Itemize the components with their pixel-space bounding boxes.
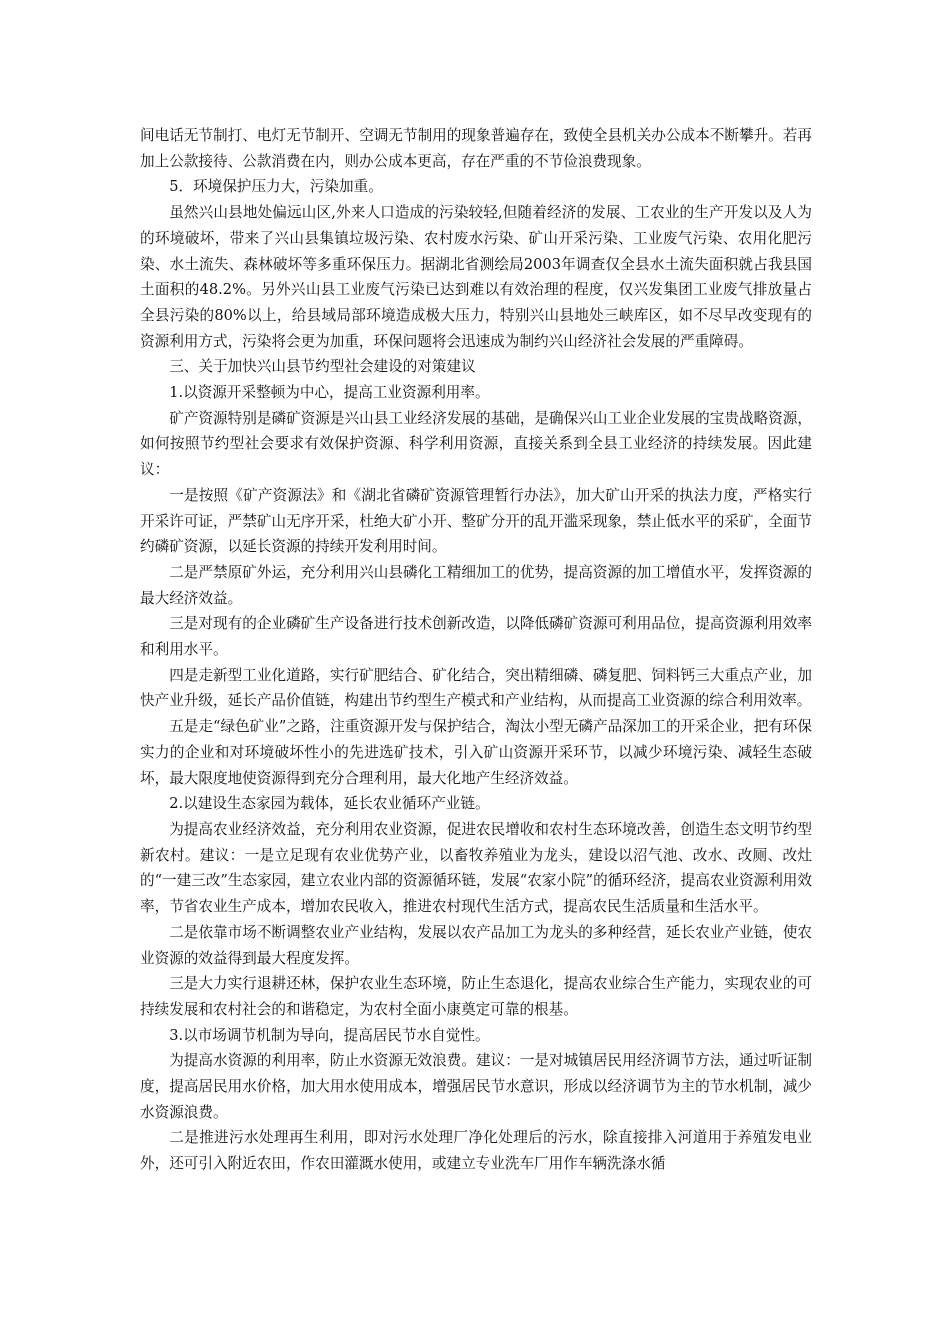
section-heading: 三、关于加快兴山县节约型社会建设的对策建议 — [169, 358, 476, 376]
paragraph: 三是大力实行退耕还林，保护农业生态环境，防止生态退化，提高农业综合生产能力，实现农业的可持续发展和农村社会的和谐稳定，为农村全面小康奠定可靠的根基。 — [140, 975, 812, 1018]
section-heading: 5．环境保护压力大，污染加重。 — [169, 178, 383, 196]
paragraph: 矿产资源特别是磷矿资源是兴山县工业经济发展的基础，是确保兴山工业企业发展的宝贵战略资源，如何按照节约型社会要求有效保护资源、科学利用资源，直接关系到全县工业经济的持续发展。因此建议： — [140, 409, 812, 479]
paragraph: 一是按照《矿产资源法》和《湖北省磷矿资源管理暂行办法》，加大矿山开采的执法力度，严格实行开采许可证，严禁矿山无序开采，杜绝大矿小开、整矿分开的乱开滥采现象，禁止低水平的采矿，全面节约磷矿资源，以延长资源的持续开发利用时间。 — [140, 486, 812, 556]
subsection-heading: 1.以资源开采整顿为中心，提高工业资源利用率。 — [169, 384, 490, 402]
paragraph: 二是严禁原矿外运，充分利用兴山县磷化工精细加工的优势，提高资源的加工增值水平，发挥资源的最大经济效益。 — [140, 563, 812, 607]
paragraph: 二是推进污水处理再生利用，即对污水处理厂净化处理后的污水，除直接排入河道用于养殖发电业外，还可引入附近农田，作农田灌溉水使用，或建立专业洗车厂用作车辆洗涤水循 — [140, 1129, 812, 1173]
paragraph: 四是走新型工业化道路，实行矿肥结合、矿化结合，突出精细磷、磷复肥、饲料钙三大重点产业，加快产业升级，延长产品价值链，构建出节约型生产模式和产业结构，从而提高工业资源的综合利用效率。 — [140, 666, 812, 710]
paragraph: 三是对现有的企业磷矿生产设备进行技术创新改造，以降低磷矿资源可利用品位，提高资源利用效率和利用水平。 — [140, 615, 812, 659]
paragraph: 虽然兴山县地处偏远山区,外来人口造成的污染较轻,但随着经济的发展、工农业的生产开发以及人为的环境破坏，带来了兴山县集镇垃圾污染、农村废水污染、矿山开采污染、工业废气污染、农用化肥污染、水土流失、森林破坏等多重环保压力。据湖北省测绘局2003年调查仅全县水土流失面积就占我县国土面积的48.2%。另外兴山县工业废气污染已达到难以有效治理的程度，仅兴发集团工业废气排放量占全县污染的80%以上，给县域局部环境造成极大压力，特别兴山县地处三峡库区，如不尽早改变现有的资源利用方式，污染将会更为加重，环保问题将会迅速成为制约兴山经济社会发展的严重障碍。 — [140, 204, 812, 350]
document-body — [140, 123, 812, 1177]
subsection-heading: 3.以市场调节机制为导向，提高居民节水自觉性。 — [169, 1026, 490, 1044]
paragraph: 为提高水资源的利用率，防止水资源无效浪费。建议：一是对城镇居民用经济调节方法，通过听证制度，提高居民用水价格，加大用水使用成本，增强居民节水意识，形成以经济调节为主的节水机制，减少水资源浪费。 — [140, 1052, 812, 1121]
subsection-heading: 2.以建设生态家园为载体，延长农业循环产业链。 — [169, 795, 490, 813]
paragraph: 五是走“绿色矿业”之路，注重资源开发与保护结合，淘汰小型无磷产品深加工的开采企业，把有环保实力的企业和对环境破坏性小的先进选矿技术，引入矿山资源开采环节，以减少环境污染、减轻生态破坏，最大限度地使资源得到充分合理利用，最大化地产生经济效益。 — [140, 718, 812, 787]
paragraph: 间电话无节制打、电灯无节制开、空调无节制用的现象普遍存在，致使全县机关办公成本不断攀升。若再加上公款接待、公款消费在内，则办公成本更高，存在严重的不节俭浪费现象。 — [140, 127, 812, 170]
paragraph: 为提高农业经济效益，充分利用农业资源，促进农民增收和农村生态环境改善，创造生态文明节约型新农村。建议：一是立足现有农业优势产业，以畜牧养殖业为龙头，建设以沼气池、改水、改厕、改灶的“一建三改”生态家园，建立农业内部的资源循环链，发展“农家小院”的循环经济，提高农业资源利用效率，节省农业生产成本，增加农民收入，推进农村现代生活方式，提高农民生活质量和生活水平。 — [140, 820, 812, 916]
paragraph: 二是依靠市场不断调整农业产业结构，发展以农产品加工为龙头的多种经营，延长农业产业链，使农业资源的效益得到最大程度发挥。 — [140, 923, 812, 967]
